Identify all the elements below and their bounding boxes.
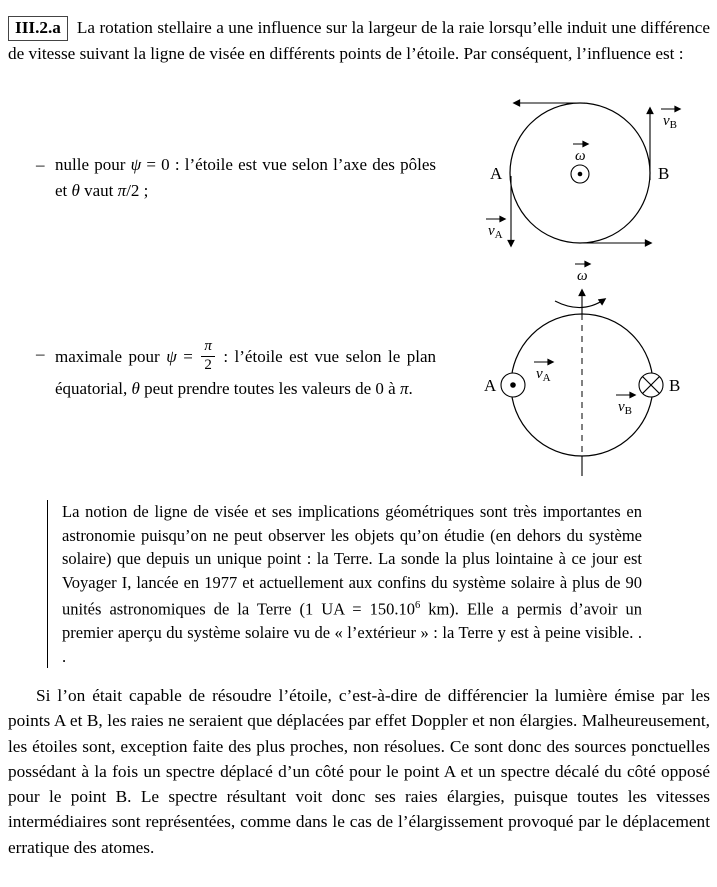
theta-symbol: θ [71,181,80,200]
note-superscript: 6 [414,600,421,611]
rotation-direction-arrow [555,299,605,308]
body-paragraph: Si l’on était capable de résoudre l’étoile, c’est-à-dire de différencier la lumière émise par les points A et B, les raies ne seraient que déplacées par effet Doppler et non élargies. Malheureusement, les étoiles sont, exception faite des plus proches, non résolues. Ce sont donc des sources ponctuelles possédant à la fois un spectre déplacé d’un côté pour le point A et un spectre décalé du côté opposé pour le point B. Le spectre résultant voit donc ses raies élargies, puisque toutes les vitesses intermédiaires sont représentées, comme dans le cas de l’élargissement provoqué par le déplacement erratique des atomes. [8,686,710,857]
point-a-label: A [484,376,497,395]
bullet-item-psi-half-pi [36,338,437,402]
velocity-b-label [616,395,635,417]
omega-vector-label [575,264,590,284]
heading-paragraph [8,15,710,66]
bullet-text: maximale pour ψ = $\frac{\pi}{2}$ : l’étoile est vue selon le plan équatorial, θ peut prendre toutes les valeurs de 0 à π. [55,338,437,398]
svg-text:ω: ω [577,268,588,284]
star-rotation-pole-view-diagram [478,86,717,258]
pi-symbol: π [117,181,127,200]
star-rotation-equator-view-diagram [478,254,717,484]
svg-text:vB: $v_B$ [663,113,678,131]
psi-symbol: ψ [130,155,142,174]
note-text: La notion de ligne de visée et ses implications géométriques sont très importantes en astronomie puisqu’on ne peut observer les objets qu’on étudie (en dehors du système solaire) que depuis un unique point : la Terre. La sonde la plus lointaine à ce jour est Voyager I, lancée en 1977 et actuellement aux confins du système solaire à plus de 90 unités astronomiques de la Terre (1 UA = 150.10 [62,502,642,619]
bullet-item-psi-zero [36,152,436,204]
section-number-box: III.2.a [8,16,68,41]
point-b-label: B [658,164,670,183]
svg-text:ω: ω [575,148,586,164]
bullet-dash: – [36,155,45,174]
velocity-a-label [534,362,553,384]
omega-vector-label [573,144,588,164]
heading-text: La rotation stellaire a une influence sur la largeur de la raie lorsqu’elle induit une différence de vitesse suivant la ligne de visée en différents points de l’étoile. Par conséquent, l’influence est : [8,18,710,63]
svg-text:vB: $v_B$ [618,399,633,417]
out-of-page-dot [578,172,583,177]
svg-text:vA: $v_A$ [536,366,551,384]
psi-symbol: ψ [166,347,177,367]
out-of-page-dot [510,382,516,388]
fraction-pi-over-2: $\frac{\pi}{2}$ [201,339,215,374]
velocity-b-label [661,109,680,131]
bullet-dash: – [36,344,45,363]
theta-symbol: θ [131,378,140,398]
pi-symbol: π [399,378,409,398]
bullet-text: nulle pour ψ = 0 : l’étoile est vue selon l’axe des pôles et θ vaut π/2 ; [55,155,437,200]
note-text: km). Elle a permis d’avoir un premier aperçu du système solaire vu de « l’extérieur » : la Terre y est à peine visible. . . [62,599,643,666]
velocity-a-label [486,219,505,241]
svg-text:vA: $v_A$ [488,223,503,241]
point-b-label: B [669,376,681,395]
point-a-label: A [490,164,503,183]
note-block [47,500,642,668]
